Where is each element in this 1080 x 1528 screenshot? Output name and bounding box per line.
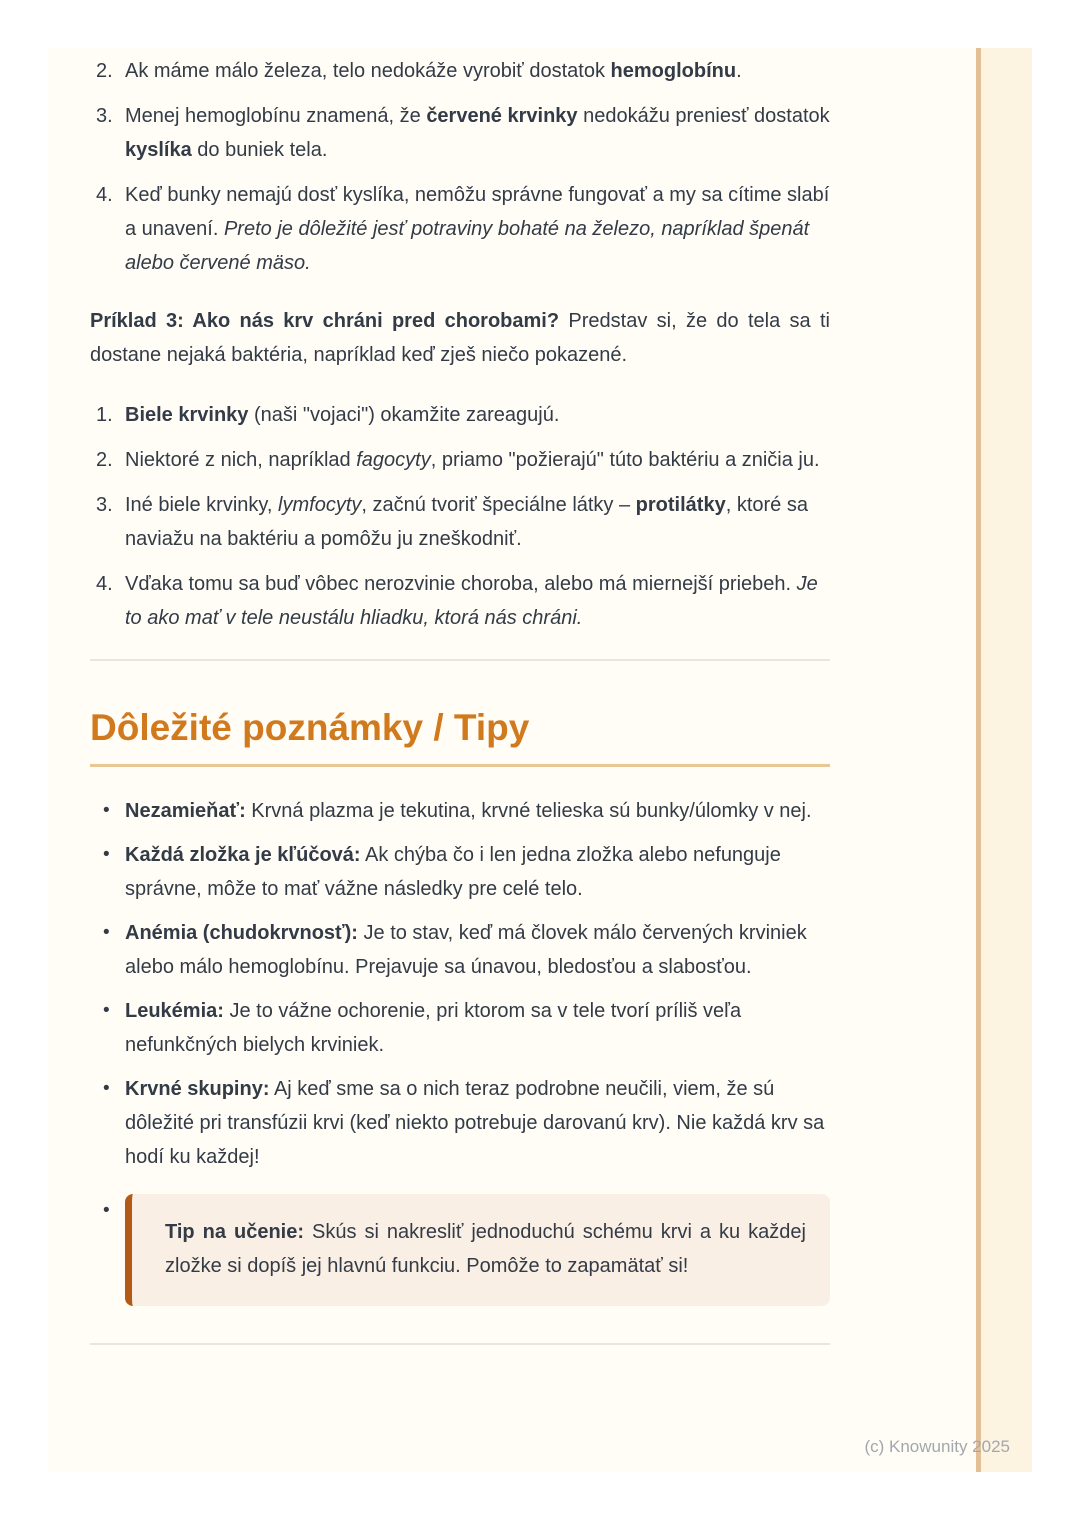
bullet-icon: • <box>103 844 110 865</box>
plain-text: Predstav si, že do tela sa ti dostane nejaká baktéria, napríklad keď zješ niečo pokazené. <box>90 310 830 366</box>
plain-text: . <box>736 60 742 82</box>
bold-text: kyslíka <box>125 139 192 161</box>
bold-text: Príklad 3: Ako nás krv chráni pred chorobami? <box>90 310 560 332</box>
list-item-text <box>125 99 830 167</box>
bullet-icon: • <box>103 1000 110 1021</box>
plain-text: do buniek tela. <box>191 139 328 161</box>
plain-text: Ak máme málo železa, telo nedokáže vyrobiť dostatok <box>125 60 611 82</box>
tip-list-item <box>90 1194 830 1306</box>
plain-text: (naši "vojaci") okamžite zareagujú. <box>248 404 560 426</box>
list-item <box>90 567 830 635</box>
plain-text: , začnú tvoriť špeciálne látky – <box>361 494 636 516</box>
list-item <box>90 443 830 477</box>
list-item <box>90 794 830 828</box>
list-item <box>90 1072 830 1174</box>
immune-response-list <box>90 398 830 635</box>
section-divider <box>90 659 830 661</box>
list-item-text <box>125 488 830 556</box>
plain-text: Menej hemoglobínu znamená, že <box>125 105 427 127</box>
list-item-text <box>125 794 830 828</box>
copyright-text: (c) Knowunity 2025 <box>864 1437 1010 1456</box>
bold-text: Anémia (chudokrvnosť): <box>125 922 358 944</box>
content-column <box>90 54 830 1345</box>
list-item <box>90 398 830 432</box>
list-item <box>90 488 830 556</box>
plain-text: Ak chýba čo i len jedna zložka alebo nefunguje správne, môže to mať vážne následky pre celé telo. <box>125 844 781 900</box>
notes-bullet-list <box>90 794 830 1174</box>
list-item-text <box>125 1072 830 1174</box>
bullet-icon: • <box>103 922 110 943</box>
italic-text: Preto je dôležité jesť potraviny bohaté na železo, napríklad špenát alebo červené mäso. <box>125 218 810 274</box>
bold-text: Krvné skupiny: <box>125 1078 270 1100</box>
list-item-text <box>125 916 830 984</box>
list-item-number: 3. <box>96 494 113 516</box>
bold-text: Leukémia: <box>125 1000 224 1022</box>
list-item-number: 4. <box>96 573 113 595</box>
italic-text: lymfocyty <box>278 494 362 516</box>
section-heading: Dôležité poznámky / Tipy <box>90 705 830 767</box>
list-item-text <box>125 994 830 1062</box>
list-item-text <box>125 567 830 635</box>
plain-text: Keď bunky nemajú dosť kyslíka, nemôžu správne fungovať a my sa cítime slabí a unavení. <box>125 184 830 240</box>
right-accent-line <box>976 48 981 1472</box>
plain-text: Skús si nakresliť jednoduchú schému krvi a ku každej zložke si dopíš jej hlavnú funkciu. Pomôže to zapamätať si! <box>165 1221 806 1277</box>
bold-text: Nezamieňať: <box>125 800 246 822</box>
italic-text: Je to ako mať v tele neustálu hliadku, ktorá nás chráni. <box>125 573 818 629</box>
list-item-number: 3. <box>96 105 113 127</box>
list-item-text <box>125 398 830 432</box>
list-item-text <box>125 54 830 88</box>
plain-text: nedokážu preniesť dostatok <box>577 105 830 127</box>
plain-text: , ktoré sa naviažu na baktériu a pomôžu ju zneškodniť. <box>125 494 808 550</box>
list-item <box>90 994 830 1062</box>
anemia-causes-list <box>90 54 830 280</box>
example-3-paragraph <box>90 304 830 372</box>
plain-text: Krvná plazma je tekutina, krvné telieska sú bunky/úlomky v nej. <box>245 800 812 822</box>
bullet-icon: • <box>103 1200 110 1221</box>
tip-text <box>165 1215 806 1283</box>
bold-text: Biele krvinky <box>125 404 249 426</box>
bold-text: červené krvinky <box>426 105 578 127</box>
list-item <box>90 178 830 280</box>
list-item <box>90 99 830 167</box>
bold-text: hemoglobínu <box>610 60 737 82</box>
bullet-icon: • <box>103 800 110 821</box>
plain-text: Niektoré z nich, napríklad <box>125 449 357 471</box>
list-item-number: 2. <box>96 60 113 82</box>
bold-text: Tip na učenie: <box>165 1221 304 1243</box>
plain-text: Vďaka tomu sa buď vôbec nerozvinie choroba, alebo má miernejší priebeh. <box>125 573 797 595</box>
list-item-text <box>125 178 830 280</box>
list-item-number: 4. <box>96 184 113 206</box>
bold-text: Každá zložka je kľúčová: <box>125 844 361 866</box>
list-item-number: 1. <box>96 404 113 426</box>
list-item <box>90 916 830 984</box>
italic-text: fagocyty <box>356 449 431 471</box>
right-accent-strip <box>981 48 1032 1472</box>
list-item <box>90 838 830 906</box>
list-item-text <box>125 443 830 477</box>
tip-callout <box>125 1194 830 1306</box>
plain-text: Aj keď sme sa o nich teraz podrobne neučili, viem, že sú dôležité pri transfúzii krvi (keď niekto potrebuje darovanú krv). Nie každá krv sa hodí ku každej! <box>125 1078 825 1168</box>
plain-text: Je to stav, keď má človek málo červených krviniek alebo málo hemoglobínu. Prejavuje sa únavou, bledosťou a slabosťou. <box>125 922 807 978</box>
list-item <box>90 54 830 88</box>
bullet-icon: • <box>103 1078 110 1099</box>
plain-text: Je to vážne ochorenie, pri ktorom sa v tele tvorí príliš veľa nefunkčných bielych krviniek. <box>125 1000 742 1056</box>
plain-text: Iné biele krvinky, <box>125 494 279 516</box>
document-paper <box>48 48 1032 1472</box>
list-item-number: 2. <box>96 449 113 471</box>
bottom-divider <box>90 1343 830 1345</box>
plain-text: , priamo "požierajú" túto baktériu a zničia ju. <box>430 449 820 471</box>
list-item-text <box>125 838 830 906</box>
bold-text: protilátky <box>635 494 726 516</box>
